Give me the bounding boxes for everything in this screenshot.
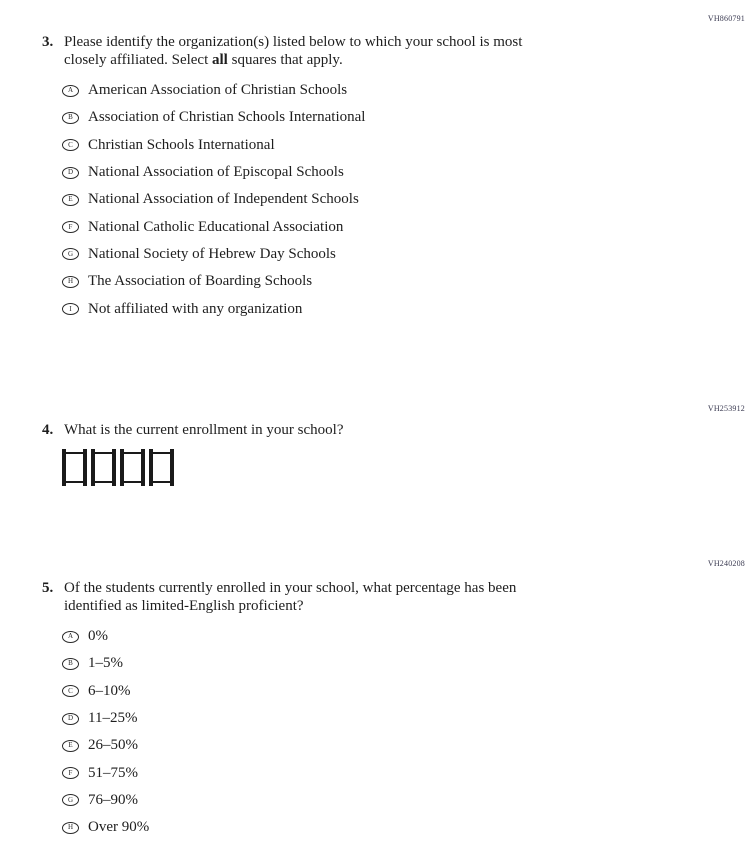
bubble-letter: G xyxy=(67,249,74,258)
bubble-letter: H xyxy=(67,823,74,832)
answer-option-label: 0% xyxy=(88,628,108,645)
bubble-letter: E xyxy=(68,741,73,750)
bubble-letter: E xyxy=(68,195,73,204)
answer-bubble-oval-icon[interactable] xyxy=(62,85,79,97)
answer-option-row xyxy=(62,759,149,786)
answer-bubble-oval-icon[interactable] xyxy=(62,303,79,315)
bubble-letter: A xyxy=(67,86,74,95)
question-5-text xyxy=(64,580,516,615)
question-5-options xyxy=(62,623,149,841)
answer-bubble-oval-icon[interactable] xyxy=(62,767,79,779)
question-3-bold-word: all xyxy=(212,51,228,68)
question-5-section xyxy=(0,559,755,854)
answer-bubble-oval-icon[interactable] xyxy=(62,248,79,260)
bubble-letter: D xyxy=(67,168,74,177)
answer-option-label: 51–75% xyxy=(88,764,138,781)
answer-option-row xyxy=(62,678,149,705)
answer-bubble-oval-icon[interactable] xyxy=(62,685,79,697)
answer-option-label: Christian Schools International xyxy=(88,136,275,153)
answer-option-label: Not affiliated with any organization xyxy=(88,300,303,317)
answer-bubble-oval-icon[interactable] xyxy=(62,276,79,288)
answer-option-label: National Society of Hebrew Day Schools xyxy=(88,245,336,262)
question-5-line1: Of the students currently enrolled in your school, what percentage has been xyxy=(64,580,517,596)
answer-option-row xyxy=(62,787,149,814)
answer-option-label: The Association of Boarding Schools xyxy=(88,273,313,290)
answer-option-label: National Catholic Educational Association xyxy=(88,218,344,235)
answer-option-label: Over 90% xyxy=(88,819,150,836)
bubble-letter: B xyxy=(68,659,73,668)
answer-bubble-oval-icon[interactable] xyxy=(62,194,79,206)
answer-bubble-oval-icon[interactable] xyxy=(62,112,79,124)
question-3-section xyxy=(0,14,755,334)
answer-bubble-oval-icon[interactable] xyxy=(62,139,79,151)
enrollment-digit-box[interactable] xyxy=(149,449,174,486)
answer-option-row xyxy=(62,295,365,322)
answer-option-row xyxy=(62,213,365,240)
answer-option-row xyxy=(62,77,365,104)
answer-bubble-oval-icon[interactable] xyxy=(62,658,79,670)
answer-option-label: Association of Christian Schools International xyxy=(88,109,366,126)
answer-option-label: 26–50% xyxy=(88,737,138,754)
bubble-letter: C xyxy=(68,686,73,695)
question-3-line2-before: closely affiliated. Select xyxy=(64,51,213,68)
question-3-line2-after: squares that apply. xyxy=(227,51,343,68)
answer-option-label: 11–25% xyxy=(88,710,138,727)
answer-option-label: 1–5% xyxy=(88,655,123,672)
question-5 xyxy=(42,580,642,615)
bubble-letter: F xyxy=(68,222,73,231)
answer-option-label: 76–90% xyxy=(88,791,138,808)
answer-bubble-oval-icon[interactable] xyxy=(62,167,79,179)
answer-bubble-oval-icon[interactable] xyxy=(62,794,79,806)
enrollment-digit-box[interactable] xyxy=(62,449,87,486)
question-3-text xyxy=(64,34,522,69)
enrollment-digit-box[interactable] xyxy=(120,449,145,486)
bubble-letter: D xyxy=(67,714,74,723)
answer-option-row xyxy=(62,186,365,213)
answer-option-row xyxy=(62,650,149,677)
answer-option-row xyxy=(62,623,149,650)
answer-option-row xyxy=(62,268,365,295)
answer-option-row xyxy=(62,814,149,841)
bubble-letter: B xyxy=(68,113,73,122)
answer-bubble-oval-icon[interactable] xyxy=(62,713,79,725)
question-5-number: 5. xyxy=(42,580,54,596)
question-4 xyxy=(42,422,642,440)
bubble-letter: H xyxy=(67,277,74,286)
answer-option-row xyxy=(62,159,365,186)
question-4-section xyxy=(0,404,755,514)
question-4-accession-code: VH253912 xyxy=(707,404,745,413)
answer-option-row xyxy=(62,104,365,131)
answer-bubble-oval-icon[interactable] xyxy=(62,822,79,834)
bubble-letter: F xyxy=(68,768,73,777)
enrollment-digit-boxes xyxy=(62,449,174,486)
question-3-number: 3. xyxy=(42,34,54,50)
answer-option-label: National Association of Episcopal Schools xyxy=(88,164,344,181)
answer-option-row xyxy=(62,705,149,732)
question-4-number: 4. xyxy=(42,422,54,438)
answer-bubble-oval-icon[interactable] xyxy=(62,221,79,233)
bubble-letter: A xyxy=(67,632,74,641)
answer-option-label: 6–10% xyxy=(88,682,131,699)
question-5-line2: identified as limited-English proficient? xyxy=(64,597,304,614)
question-3 xyxy=(42,34,642,69)
enrollment-digit-box[interactable] xyxy=(91,449,116,486)
answer-option-row xyxy=(62,132,365,159)
question-4-text: What is the current enrollment in your school? xyxy=(64,422,344,438)
bubble-letter: I xyxy=(69,304,72,313)
answer-option-row xyxy=(62,241,365,268)
question-3-line1: Please identify the organization(s) listed below to which your school is most xyxy=(64,34,523,50)
answer-bubble-oval-icon[interactable] xyxy=(62,740,79,752)
bubble-letter: G xyxy=(67,795,74,804)
answer-bubble-oval-icon[interactable] xyxy=(62,631,79,643)
question-3-options xyxy=(62,77,365,323)
question-3-accession-code: VH860791 xyxy=(707,14,745,23)
answer-option-row xyxy=(62,732,149,759)
question-5-accession-code: VH240208 xyxy=(707,559,745,568)
answer-option-label: American Association of Christian Schools xyxy=(88,82,348,99)
bubble-letter: C xyxy=(68,140,73,149)
answer-option-label: National Association of Independent Schools xyxy=(88,191,359,208)
